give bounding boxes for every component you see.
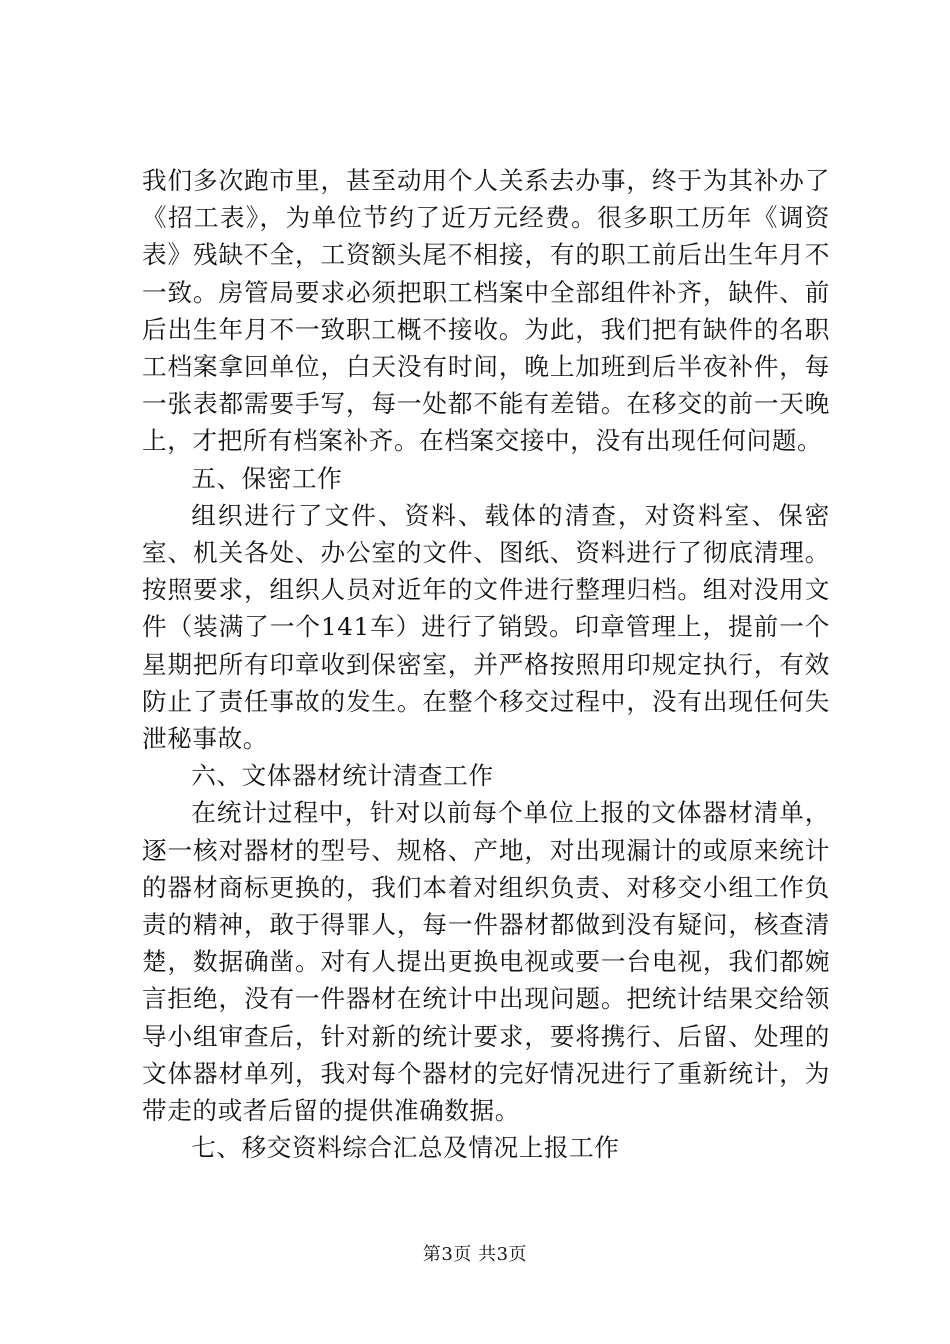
page-number-footer: 第3页 共3页 — [422, 1244, 528, 1265]
section-heading-confidentiality: 五、保密工作 — [191, 463, 343, 493]
document-body — [142, 162, 830, 1166]
paragraph-confidentiality: 组织进行了文件、资料、载体的清查，对资料室、保密室、机关各处、办公室的文件、图纸、资料进行了彻底清理。按照要求，组织人员对近年的文件进行整理归档。组对没用文件（装满了一个141车）进行了销毁。印章管理上，提前一个星期把所有印章收到保密室，并严格按照用印规定执行，有效防止了责任事故的发生。在整个移交过程中，没有出现任何失泄秘事故。 — [142, 500, 830, 754]
section-heading-summary-report: 七、移交资料综合汇总及情况上报工作 — [191, 1133, 620, 1163]
paragraph-archive-continuation: 我们多次跑市里，甚至动用个人关系去办事，终于为其补办了《招工表》，为单位节约了近万元经费。很多职工历年《调资表》残缺不全，工资额头尾不相接，有的职工前后出生年月不一致。房管局要求必须把职工档案中全部组件补齐，缺件、前后出生年月不一致职工概不接收。为此，我们把有缺件的名职工档案拿回单位，白天没有时间，晚上加班到后半夜补件，每一张表都需要手写，每一处都不能有差错。在移交的前一天晚上，才把所有档案补齐。在档案交接中，没有出现任何问题。 — [142, 166, 830, 456]
section-heading-equipment-inventory: 六、文体器材统计清查工作 — [191, 761, 494, 791]
paragraph-equipment-inventory: 在统计过程中，针对以前每个单位上报的文体器材清单，逐一核对器材的型号、规格、产地，对出现漏计的或原来统计的器材商标更换的，我们本着对组织负责、对移交小组工作负责的精神，敢于得罪人，每一件器材都做到没有疑问，核查清楚，数据确凿。对有人提出更换电视或要一台电视，我们都婉言拒绝，没有一件器材在统计中出现问题。把统计结果交给领导小组审查后，针对新的统计要求，要将携行、后留、处理的文体器材单列，我对每个器材的完好情况进行了重新统计，为带走的或者后留的提供准确数据。 — [142, 798, 830, 1126]
